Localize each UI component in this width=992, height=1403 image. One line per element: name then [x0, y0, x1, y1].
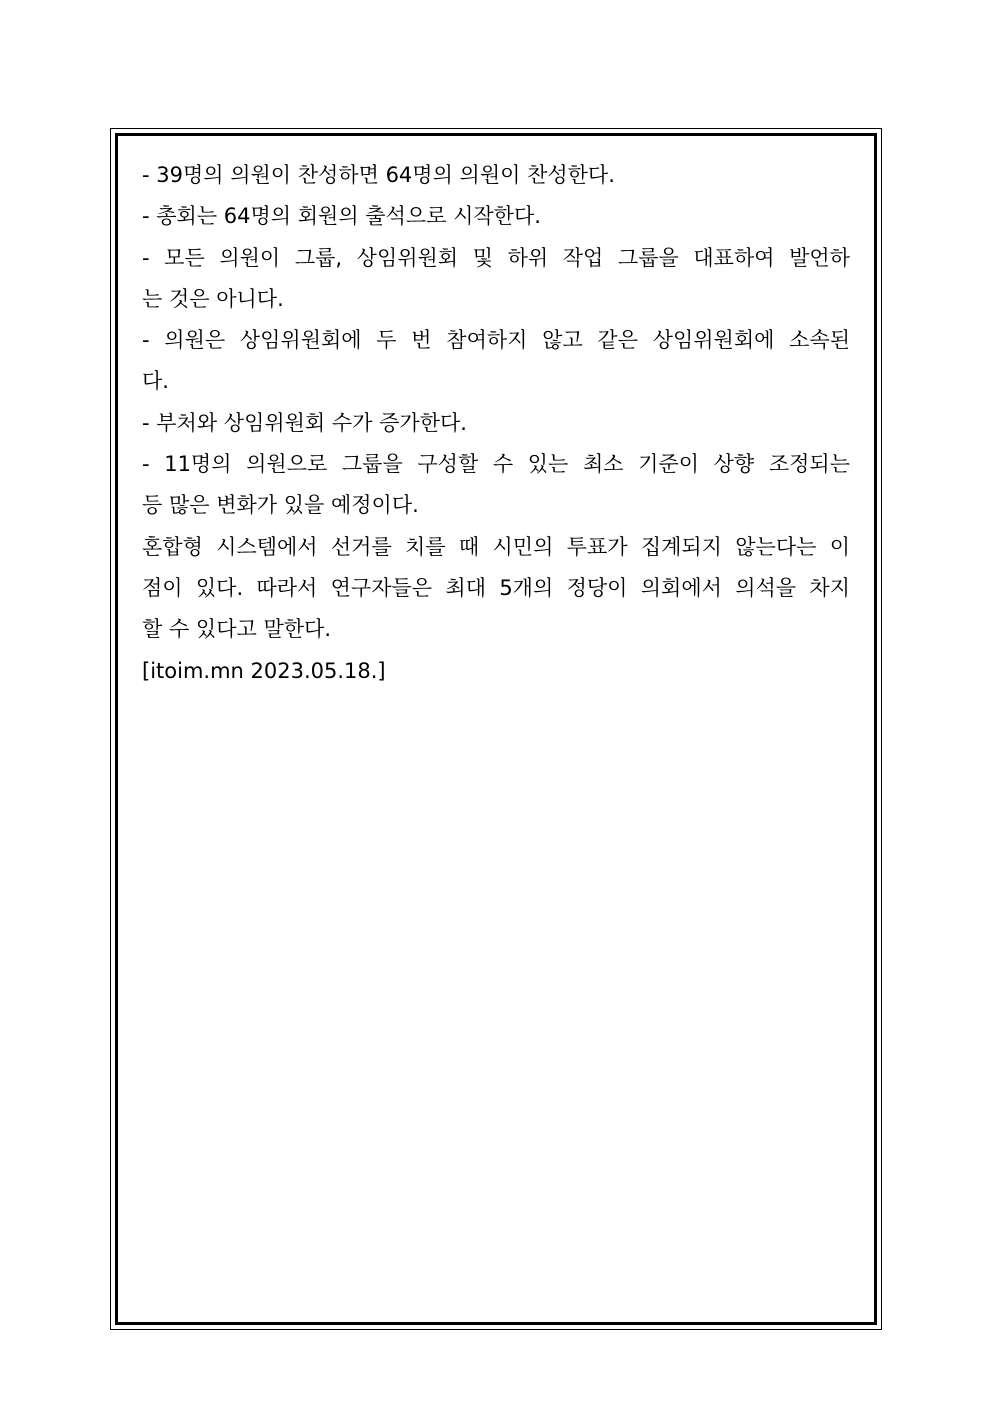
document-body: [142, 155, 850, 692]
bullet-line-3a: - 모든 의원이 그룹, 상임위원회 및 하위 작업 그룹을 대표하여 발언하: [142, 245, 850, 270]
bullet-line-4b: 다.: [142, 369, 169, 394]
paragraph-line-2: 점이 있다. 따라서 연구자들은 최대 5개의 정당이 의회에서 의석을 차지: [142, 575, 850, 600]
paragraph-line-1: 혼합형 시스템에서 선거를 치를 때 시민의 투표가 집계되지 않는다는 이: [142, 534, 850, 559]
bullet-line-4a: - 의원은 상임위원회에 두 번 참여하지 않고 같은 상임위원회에 소속된: [142, 328, 850, 353]
bullet-line-5: - 부처와 상임위원회 수가 증가한다.: [142, 410, 467, 435]
bullet-line-1: - 39명의 의원이 찬성하면 64명의 의원이 찬성한다.: [142, 163, 615, 187]
bullet-line-2: - 총회는 64명의 회원의 출석으로 시작한다.: [142, 204, 541, 229]
bullet-line-6b: 등 많은 변화가 있을 예정이다.: [142, 493, 419, 518]
paragraph-line-3: 할 수 있다고 말한다.: [142, 617, 331, 642]
bullet-line-6a: - 11명의 의원으로 그룹을 구성할 수 있는 최소 기준이 상향 조정되는: [142, 452, 850, 477]
source-citation: [itoim.mn 2023.05.18.]: [142, 658, 386, 683]
bullet-line-3b: 는 것은 아니다.: [142, 286, 284, 311]
